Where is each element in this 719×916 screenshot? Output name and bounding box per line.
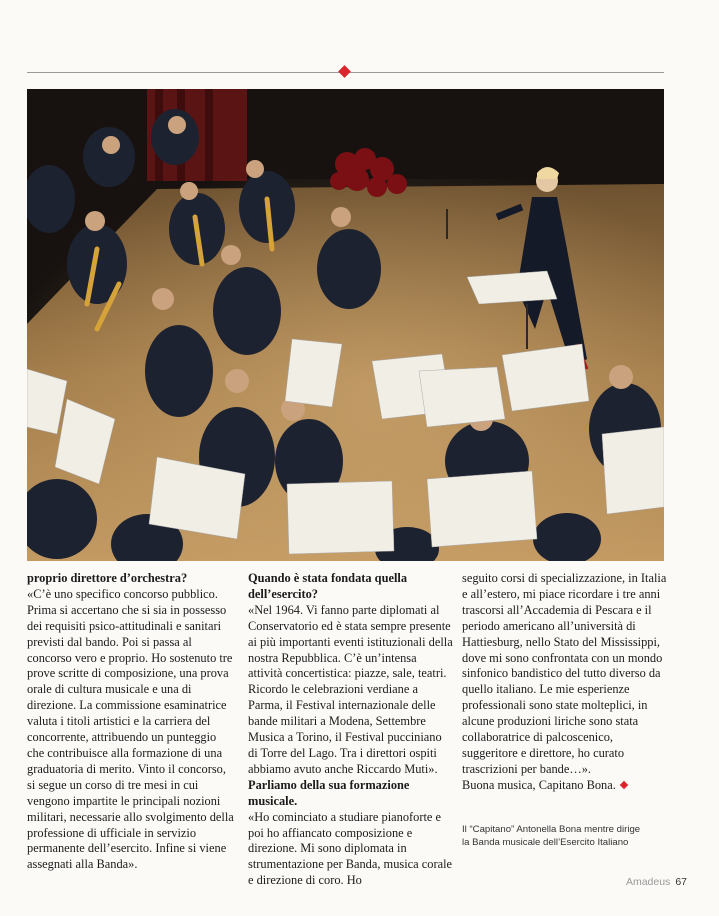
text-column-3: [462, 571, 670, 794]
page-footer: [626, 876, 687, 888]
concert-photo: [27, 89, 664, 561]
text-column-2: [248, 571, 454, 889]
photo-caption: [462, 823, 667, 849]
answer-paragraph: seguito corsi di specializzazione, in Italia e all’estero, mi piace ricordare i tre anni trascorsi all’Accademia di Pescara e il periodo americano all’università di Hattiesburg, nello Stato del Mississippi, dove mi sono confrontata con un mondo sinfonico bandistico del tutto diverso da quello italiano. Le mie esperienze professionali sono state molteplici, in alcune produzioni liriche sono stata collaboratrice di palcoscenico, suggeritore e direttore, ho curato trascrizioni per bande…».: [462, 571, 667, 776]
answer-paragraph: «Nel 1964. Vi fanno parte diplomati al Conservatorio ed è stata sempre presente ai più importanti eventi istituzionali della nostra Repubblica. C’è un’intensa attività concertistica: piazze, sale, teatri. Ricordo le celebrazioni verdiane a Parma, il Festival internazionale delle bande militari a Modena, Settembre Musica a Torino, il Festival pucciniano di Torre del Lago. Tra i direttori ospiti abbiamo avuto anche Riccardo Muti».: [248, 602, 453, 776]
answer-paragraph: «C’è uno specifico concorso pubblico. Prima si accertano che si sia in possesso dei requisiti psico-attitudinali e sanitari previsti dal bando. Poi si passa al concorso vero e proprio. Ho sostenuto tre prove scritte di composizione, una prova orale di cultura musicale e una di direzione. La commissione esaminatrice valuta i titoli artistici e la carriera del concorrente, attribuendo un punteggio che contribuisce alla formazione di una graduatoria di merito. Vinto il concorso, si segue un corso di tre mesi in cui vengono impartite le principali nozioni militari, necessarie allo svolgimento della professione di ufficiale in servizio permanente dell’esercito. Infine si viene assegnati alla Banda».: [27, 586, 234, 872]
answer-paragraph: «Ho cominciato a studiare pianoforte e poi ho affiancato composizione e direzione. Mi sono diplomata in strumentazione per Banda, musica corale e direzione di coro. Ho: [248, 809, 453, 888]
diamond-ornament-icon: [338, 65, 351, 78]
closing-line: [462, 778, 670, 794]
page-number: 67: [675, 876, 687, 888]
text-column-1: [27, 571, 235, 873]
question-heading: proprio direttore d’orchestra?: [27, 571, 188, 585]
caption-line: la Banda musicale dell’Esercito Italiano: [462, 837, 629, 848]
end-mark-icon: [620, 781, 628, 789]
question-heading: Quando è stata fondata quella dell’esercito?: [248, 571, 408, 601]
closing-text: Buona musica, Capitano Bona.: [462, 777, 616, 792]
question-heading: Parliamo della sua formazione musicale.: [248, 777, 410, 808]
caption-line: Il “Capitano” Antonella Bona mentre dirige: [462, 824, 641, 835]
magazine-name: Amadeus: [625, 876, 671, 888]
